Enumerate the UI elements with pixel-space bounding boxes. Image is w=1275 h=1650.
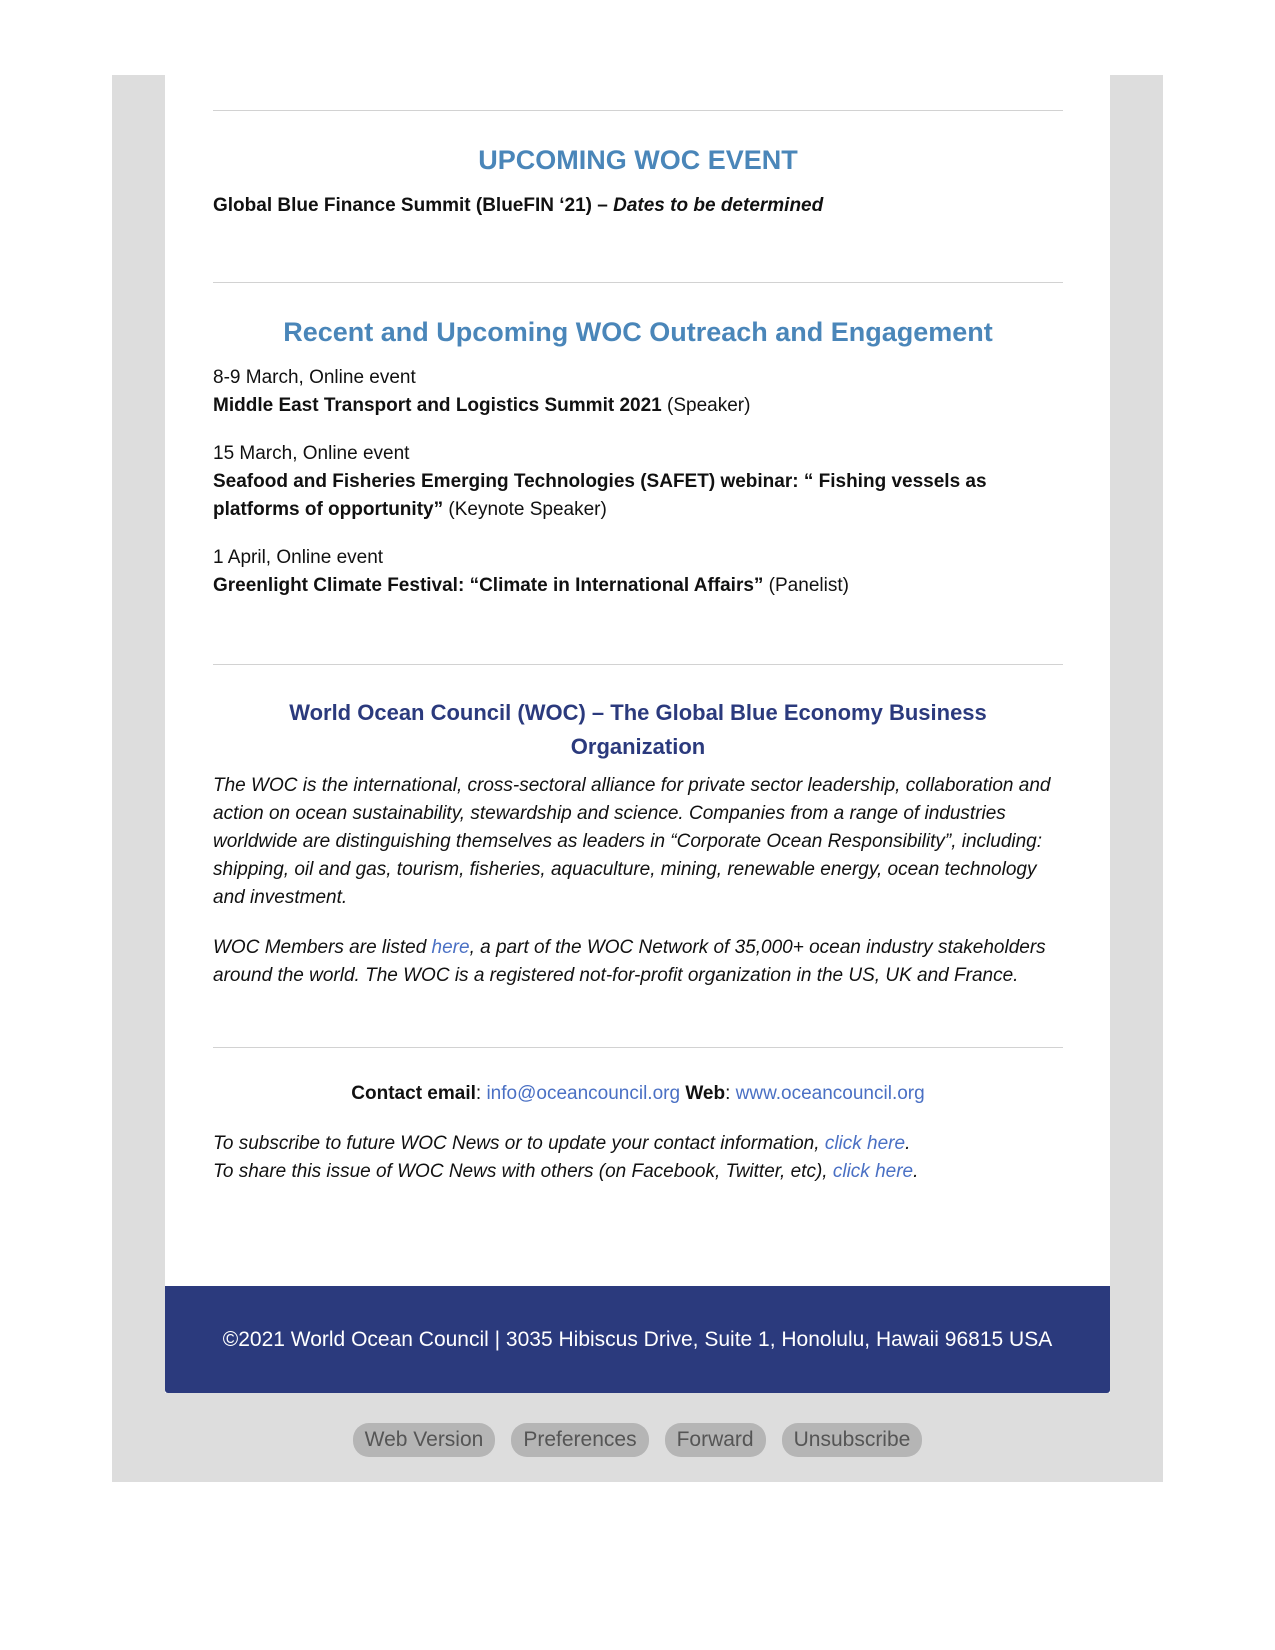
outreach-heading: Recent and Upcoming WOC Outreach and Engagement [283, 317, 993, 347]
outreach-section [213, 317, 1063, 620]
divider [213, 664, 1063, 665]
subscribe-link[interactable]: click here [824, 1133, 906, 1154]
footer-address: ©2021 World Ocean Council | 3035 Hibiscus Drive, Suite 1, Honolulu, Hawaii 96815 USA [222, 1327, 1053, 1351]
members-paragraph [213, 934, 1063, 990]
outreach-when: 1 April, Online event [213, 547, 384, 568]
members-text: WOC Members are listed [213, 937, 432, 958]
footer-bar [165, 1286, 1110, 1393]
about-heading: World Ocean Council (WOC) – The Global Blue Economy Business Organization [289, 700, 987, 759]
outreach-title: Seafood and Fisheries Emerging Technologies (SAFET) webinar: “ Fishing vessels as platforms of opportunity” [213, 471, 987, 520]
divider [213, 1047, 1063, 1048]
divider [213, 282, 1063, 283]
email-link[interactable]: info@oceancouncil.org [486, 1083, 681, 1104]
outreach-role: (Speaker) [661, 395, 751, 416]
outreach-role: (Panelist) [763, 575, 849, 596]
about-paragraph: The WOC is the international, cross-sectoral alliance for private sector leadership, collaboration and action on ocean sustainability, stewardship and science. Companies from a range of industries worldwide are distinguishing themselves as leaders in “Corporate Ocean Responsibility”, including: shipping, oil and gas, tourism, fisheries, aquaculture, mining, renewable energy, ocean technology and investment. [213, 775, 1051, 908]
event-name: Global Blue Finance Summit (BlueFIN ‘21) – [213, 195, 608, 216]
share-text: To share this issue of WOC News with others (on Facebook, Twitter, etc), [213, 1161, 833, 1182]
contact-line: Contact email: info@oceancouncil.org Web: www.oceancouncil.org [351, 1083, 925, 1104]
share-line: To share this issue of WOC News with others (on Facebook, Twitter, etc), click here. [213, 1161, 919, 1182]
event-date: Dates to be determined [613, 195, 824, 216]
outreach-role: (Keynote Speaker) [443, 499, 607, 520]
email-label: Contact email [351, 1083, 476, 1104]
web-label: Web [685, 1083, 726, 1104]
event-section [213, 145, 1063, 220]
email-card [165, 75, 1110, 1393]
outreach-item [213, 440, 1063, 524]
web-version-button[interactable]: Web Version [353, 1423, 496, 1457]
event-heading: UPCOMING WOC EVENT [478, 145, 798, 175]
outreach-item [213, 364, 1063, 420]
footer-buttons [112, 1423, 1163, 1457]
subscribe-line: To subscribe to future WOC News or to update your contact information, click here. [213, 1133, 911, 1154]
outreach-title: Middle East Transport and Logistics Summit 2021 [213, 395, 662, 416]
share-link[interactable]: click here [832, 1161, 914, 1182]
forward-button[interactable]: Forward [665, 1423, 766, 1457]
outreach-when: 15 March, Online event [213, 443, 410, 464]
outreach-when: 8-9 March, Online event [213, 367, 416, 388]
contact-section [213, 1080, 1063, 1186]
preferences-button[interactable]: Preferences [511, 1423, 648, 1457]
subscribe-text: To subscribe to future WOC News or to update your contact information, [213, 1133, 825, 1154]
members-text-after: , a part of the WOC Network of 35,000+ ocean industry stakeholders around the world. The WOC is a registered not-for-profit organization in the US, UK and France. [213, 937, 1046, 986]
about-section [213, 696, 1063, 990]
divider [213, 110, 1063, 111]
outreach-item [213, 544, 1063, 600]
event-line [213, 192, 1063, 220]
email-background [112, 75, 1163, 1482]
unsubscribe-button[interactable]: Unsubscribe [782, 1423, 923, 1457]
web-link[interactable]: www.oceancouncil.org [735, 1083, 925, 1104]
members-link[interactable]: here [431, 937, 470, 958]
outreach-title: Greenlight Climate Festival: “Climate in International Affairs” [213, 575, 764, 596]
